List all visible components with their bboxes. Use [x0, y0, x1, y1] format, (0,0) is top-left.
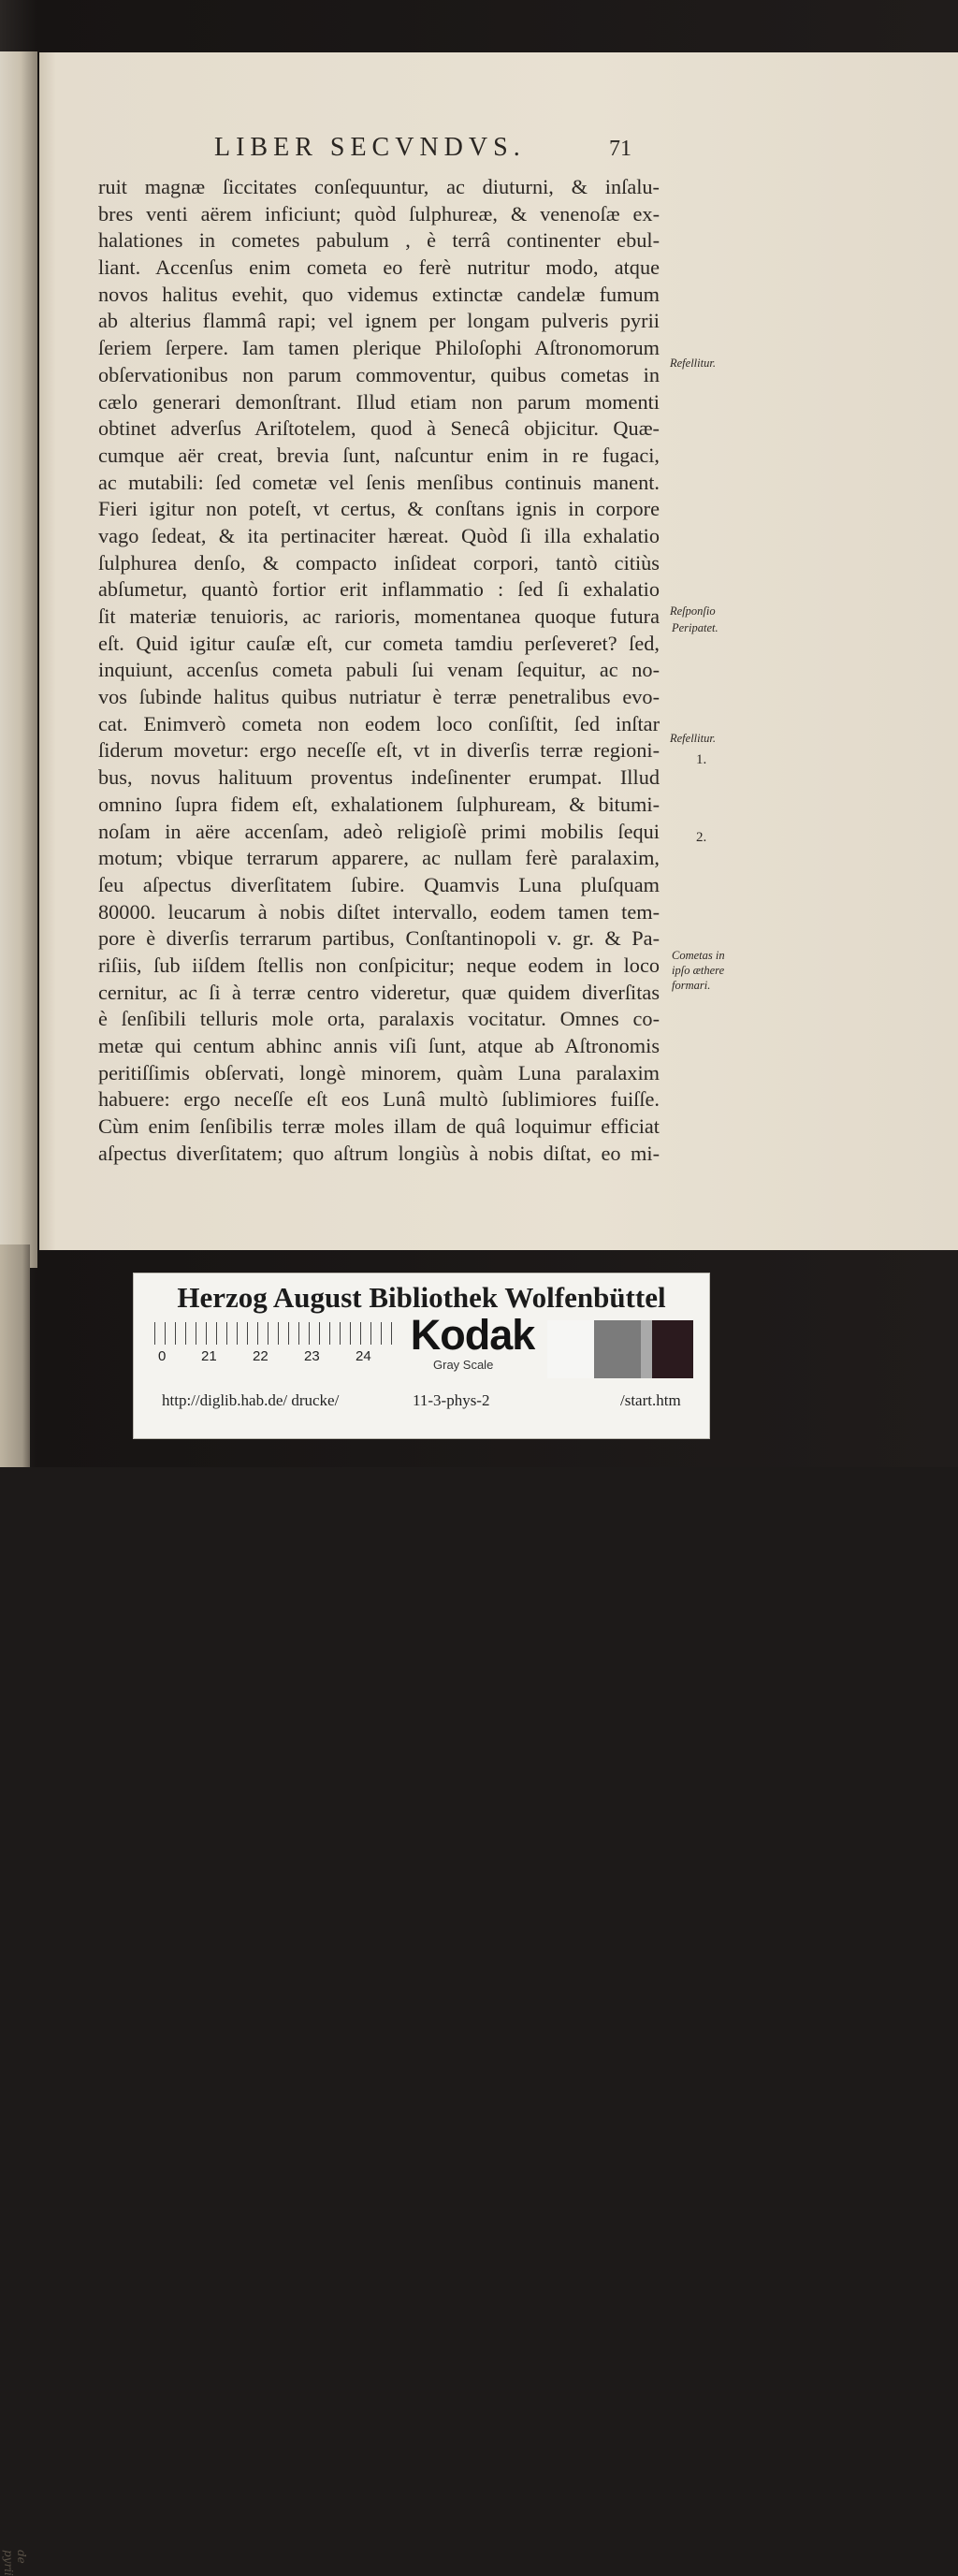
text-line: pore è diverſis terrarum partibus, Conſtantinopoli v. gr. & Pa- [98, 926, 660, 951]
marginal-note-formari: formari. [672, 979, 711, 992]
gray-swatch-black [652, 1320, 693, 1378]
text-line: ab alterius flammâ rapi; vel ignem per longam pulveris pyrii [98, 309, 660, 333]
text-line: Fieri igitur non poteſt, vt certus, & conſtans ignis in corpore [98, 497, 660, 521]
edge-text: de pyrii [2, 2550, 28, 2576]
text-line: cernitur, ac ſi à terræ centro videretur, quæ quidem diverſitas [98, 980, 660, 1004]
page-header [214, 133, 663, 170]
marginal-number-1: 1. [696, 752, 707, 767]
text-line: 80000. leucarum à nobis diſtet intervallo, eodem tamen tem- [98, 899, 660, 924]
gray-scale-label: Gray Scale [433, 1358, 494, 1372]
previous-page-edge [0, 51, 37, 1268]
text-line: ac mutabili: ſed cometæ vel ſenis menſibus continuis manent. [98, 470, 660, 494]
start-link[interactable]: /start.htm [620, 1391, 681, 1409]
text-line: vos ſubinde halitus quibus nutriatur è terræ penetralibus evo- [98, 685, 660, 709]
text-line: Cùm enim ſenſibilis terræ moles illam de quâ loquimur efficiat [98, 1114, 660, 1139]
text-line: omnino ſupra fidem eſt, exhalationem ſulphuream, & bitumi- [98, 792, 660, 816]
library-name: Herzog August Bibliothek Wolfenbüttel [177, 1281, 666, 1314]
book-edge-lower [0, 1244, 30, 2576]
text-line: aſpectus diverſitatem; quo aſtrum longiùs à nobis diſtat, eo mi- [98, 1141, 660, 1165]
gray-swatch-white [547, 1320, 594, 1378]
text-line: obſervationibus non parum commoventur, quibus cometas in [98, 362, 660, 386]
text-line: habuere: ergo neceſſe eſt eos Lunâ multò ſublimiores fuiſſe. [98, 1087, 660, 1112]
text-line: riſiis, ſub iiſdem ſtellis non conſpicitur; neque eodem in loco [98, 953, 660, 977]
shelfmark: 11-3-phys-2 [413, 1391, 490, 1409]
text-line: cælo generari demonſtrant. Illud etiam non parum momenti [98, 389, 660, 414]
text-line: ſiderum movetur: ergo neceſſe eſt, vt in diverſis terræ regioni- [98, 738, 660, 763]
text-line: cumque aër creat, brevia ſunt, naſcuntur enim in re fugaci, [98, 443, 660, 467]
text-line: ſit materiæ tenuioris, ac rarioris, momentanea quoque futura [98, 604, 660, 628]
ruler-label: 23 [304, 1348, 320, 1364]
ruler-label: 0 [158, 1348, 167, 1364]
page-number: 71 [609, 137, 631, 161]
text-line: bus, novus halituum proventus indeſinenter erumpat. Illud [98, 765, 660, 790]
marginal-note-aethere: ipſo æthere [672, 964, 725, 977]
text-line: peritiſſimis obſervati, longè minorem, quàm Luna paralaxim [98, 1060, 660, 1084]
marginal-note-peripatet: Peripatet. [672, 621, 718, 634]
text-line: motum; vbique terrarum apparere, ac nullam ferè paralaxim, [98, 846, 660, 870]
text-line: obtinet adverſus Ariſtotelem, quod à Senecâ objicitur. Quæ- [98, 416, 660, 441]
library-url[interactable]: http://diglib.hab.de/ drucke/ [162, 1391, 340, 1409]
text-line: ſeu aſpectus diverſitatem ſubire. Quamvis Luna pluſquam [98, 872, 660, 896]
kodak-logo: Kodak [410, 1311, 535, 1359]
marginal-note-cometas: Cometas in [672, 949, 725, 962]
text-line: liant. Accenſus enim cometa eo ferè nutritur modo, atque [98, 255, 660, 280]
text-line: è ſenſibili telluris mole orta, paralaxis vocitatur. Omnes co- [98, 1007, 660, 1031]
ruler-labels [154, 1348, 396, 1367]
ruler-label: 21 [201, 1348, 217, 1364]
ruler-scale [154, 1322, 396, 1345]
body-text [98, 174, 660, 1167]
marginal-note-responsio: Reſponſio [670, 604, 716, 618]
gray-swatch-light [641, 1320, 652, 1378]
running-head: LIBER SECVNDVS. [214, 133, 526, 162]
color-target-bar [133, 1273, 710, 1439]
marginal-number-2: 2. [696, 830, 707, 845]
text-line: eſt. Quid igitur cauſæ eſt, cur cometa tamdiu perſeveret? ſed, [98, 631, 660, 655]
text-line: cat. Enimverò cometa non eodem loco conſiſtit, ſed inſtar [98, 711, 660, 735]
text-line: halationes in cometes pabulum , è terrâ continenter ebul- [98, 228, 660, 253]
text-line: bres venti aërem inficiunt; quòd ſulphureæ, & venenoſæ ex- [98, 201, 660, 226]
text-line: ſulphurea denſo, & compacto inſideat corpori, tantò citiùs [98, 550, 660, 575]
url-row [134, 1390, 709, 1416]
text-line: abſumetur, quantò fortior erit inflammatio : ſed ſi exhalatio [98, 577, 660, 602]
text-line: vago ſedeat, & ita pertinaciter hæreat. Quòd ſi illa exhalatio [98, 523, 660, 547]
text-line: ruit magnæ ſiccitates conſequuntur, ac diuturni, & inſalu- [98, 175, 660, 198]
ruler-label: 22 [253, 1348, 269, 1364]
marginal-note-refellitur: Refellitur. [670, 357, 716, 370]
ruler-label: 24 [356, 1348, 371, 1364]
text-line: ſeriem ſerpere. Iam tamen plerique Philoſophi Aſtronomorum [98, 336, 660, 360]
text-line: metæ qui centum abhinc annis viſi ſunt, atque ab Aſtronomis [98, 1034, 660, 1057]
gray-swatch-mid [594, 1320, 641, 1378]
text-line: inquiunt, accenſus cometa pabuli ſui venam ſequitur, ac no- [98, 658, 660, 682]
marginal-note-refellitur-2: Refellitur. [670, 732, 716, 745]
text-line: novos halitus evehit, quo videmus extinctæ candelæ fumum [98, 282, 660, 306]
text-line: noſam in aëre accenſam, adeò religioſè primi mobilis ſequi [98, 819, 660, 843]
